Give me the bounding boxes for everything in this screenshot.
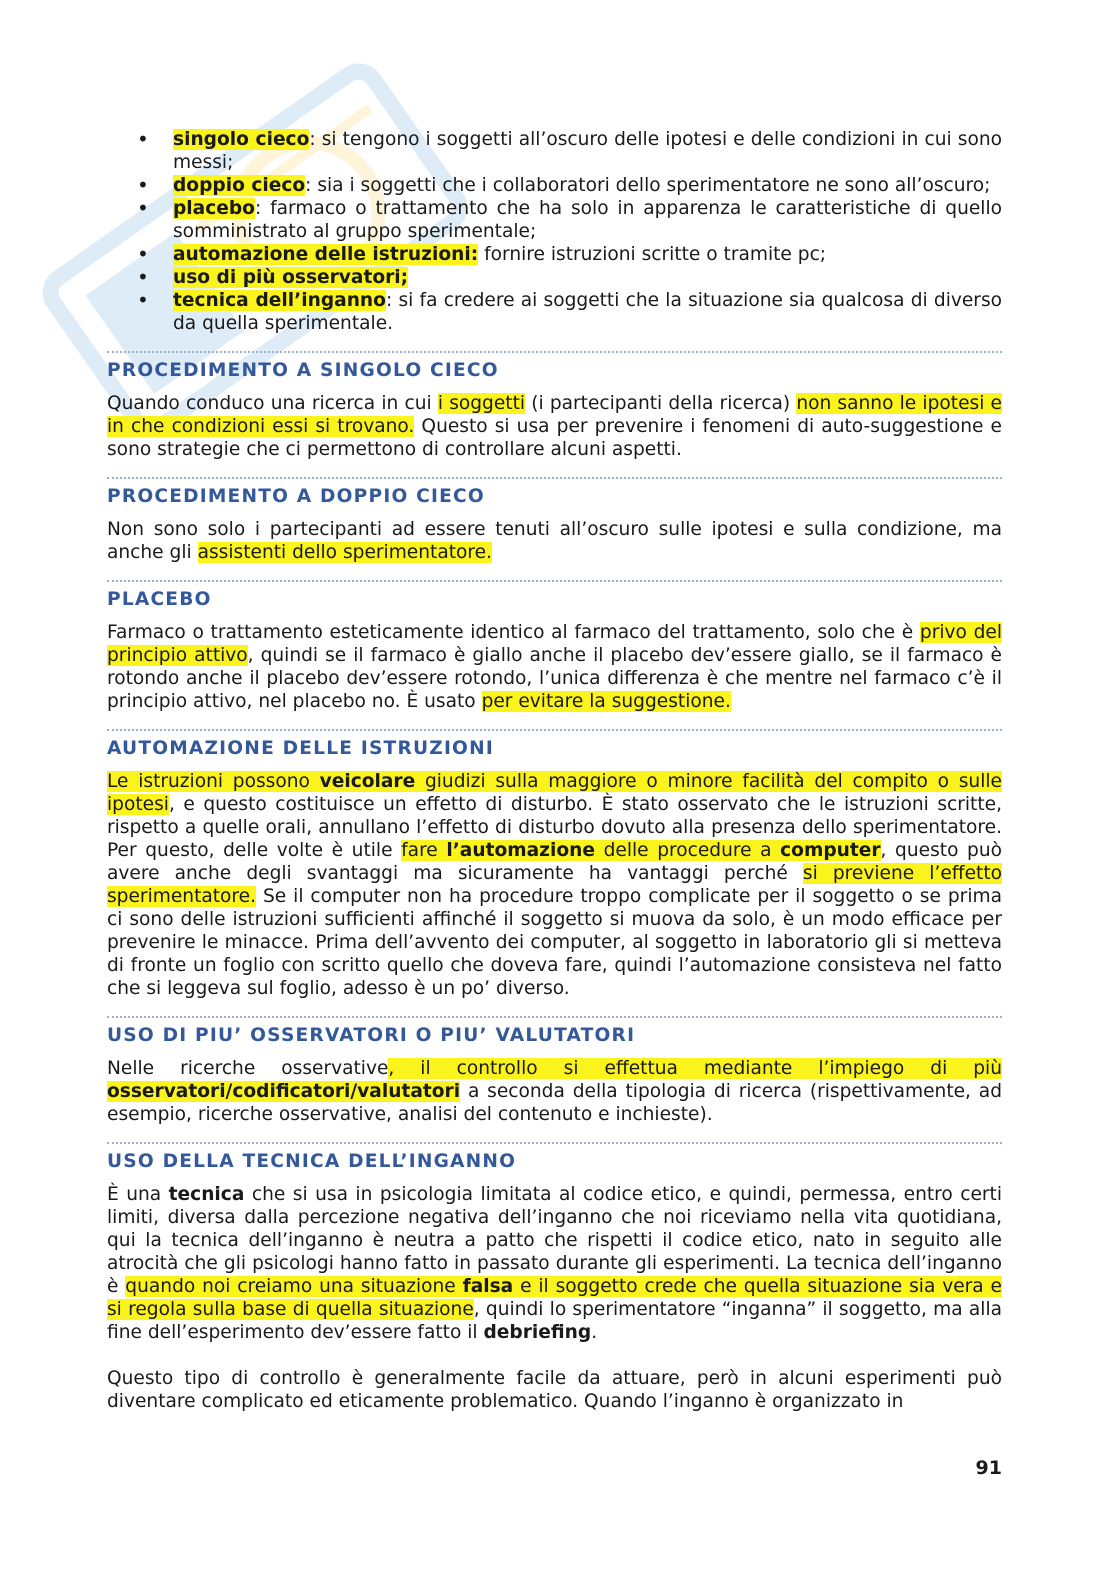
list-item: • doppio cieco: sia i soggetti che i collaboratori dello sperimentatore ne sono all’oscuro; [107,174,1002,197]
list-item: • singolo cieco: si tengono i soggetti all’oscuro delle ipotesi e delle condizioni in cui sono messi; [107,128,1002,174]
section-heading-singolo-cieco: PROCEDIMENTO A SINGOLO CIECO [107,360,499,381]
paragraph-placebo: Farmaco o trattamento esteticamente identico al farmaco del trattamento, solo che è privo del principio attivo, quindi se il farmaco è giallo anche il placebo dev’essere giallo, se il farmaco è rotondo anche il placebo dev’essere rotondo, l’unica differenza è che mentre nel farmaco c’è il principio attivo, nel placebo no. È usato per evitare la suggestione. [107,622,1003,712]
page-number: 91 [975,1457,1002,1479]
section-divider [107,729,1002,731]
paragraph-singolo-cieco: Quando conduco una ricerca in cui i soggetti (i partecipanti della ricerca) non sanno le ipotesi e in che condizioni essi si trovano. Questo si usa per prevenire i fenomeni di auto-suggestione e sono strategie che ci permettono di controllare alcuni aspetti. [107,393,1002,460]
list-item: • placebo: farmaco o trattamento che ha solo in apparenza le caratteristiche di quello somministrato al gruppo sperimentale; [107,197,1002,243]
section-heading-inganno: USO DELLA TECNICA DELL’INGANNO [107,1151,517,1172]
document-page [107,128,1002,1413]
section-divider [107,477,1002,479]
list-item: • automazione delle istruzioni: fornire istruzioni scritte o tramite pc; [107,243,1002,266]
list-item: • tecnica dell’inganno: si fa credere ai soggetti che la situazione sia qualcosa di diverso da quella sperimentale. [107,289,1002,335]
section-heading-osservatori: USO DI PIU’ OSSERVATORI O PIU’ VALUTATORI [107,1025,636,1046]
section-heading-doppio-cieco: PROCEDIMENTO A DOPPIO CIECO [107,486,485,507]
section-divider [107,1142,1002,1144]
section-divider [107,351,1002,353]
section-divider [107,1016,1002,1018]
section-divider [107,580,1002,582]
control-techniques-list [107,128,1002,335]
paragraph-osservatori: Nelle ricerche osservative, il controllo si effettua mediante l’impiego di più osservatori/codificatori/valutatori a seconda della tipologia di ricerca (rispettivamente, ad esempio, ricerche osservative, analisi del contenuto e inchieste). [107,1058,1002,1125]
paragraph-doppio-cieco: Non sono solo i partecipanti ad essere tenuti all’oscuro sulle ipotesi e sulla condizione, ma anche gli assistenti dello sperimentatore. [107,519,1002,563]
list-item: • uso di più osservatori; [107,266,1002,289]
paragraph-inganno: È una tecnica che si usa in psicologia limitata al codice etico, e quindi, permessa, entro certi limiti, diversa dalla percezione negativa dell’inganno che noi riceviamo nella vita quotidiana, qui la tecnica dell’inganno è neutra a patto che rispetti il codice etico, nato in seguito alle atrocità che gli psicologi hanno fatto in passato durante gli esperimenti. La tecnica dell’inganno è quando noi creiamo una situazione falsa e il soggetto crede che quella situazione sia vera e si regola sulla base di quella situazione, quindi lo sperimentatore “inganna” il soggetto, ma alla fine dell’esperimento dev’essere fatto il debriefing. [107,1184,1003,1343]
section-heading-automazione: AUTOMAZIONE DELLE ISTRUZIONI [107,738,494,759]
section-heading-placebo: PLACEBO [107,589,212,610]
paragraph-automazione: Le istruzioni possono veicolare giudizi sulla maggiore o minore facilità del compito o sulle ipotesi, e questo costituisce un effetto di disturbo. È stato osservato che le istruzioni scritte, rispetto a quelle orali, annullano l’effetto di disturbo dovuto alla presenza dello sperimentatore. Per questo, delle volte è utile fare l’automazione delle procedure a computer, questo può avere anche degli svantaggi ma sicuramente ha vantaggi perché si previene l’effetto sperimentatore. Se il computer non ha procedure troppo complicate per il soggetto o se prima ci sono delle istruzioni sufficienti affinché il soggetto si muova da solo, è un modo efficace per prevenire le minacce. Prima dell’avvento dei computer, al soggetto in laboratorio gli si metteva di fronte un foglio con scritto quello che doveva fare, quindi l’automazione consisteva nel fatto che si leggeva sul foglio, adesso è un po’ diverso. [107,771,1003,999]
paragraph-inganno-continued: Questo tipo di controllo è generalmente facile da attuare, però in alcuni esperimenti può diventare complicato ed eticamente problematico. Quando l’inganno è organizzato in [107,1368,1002,1412]
